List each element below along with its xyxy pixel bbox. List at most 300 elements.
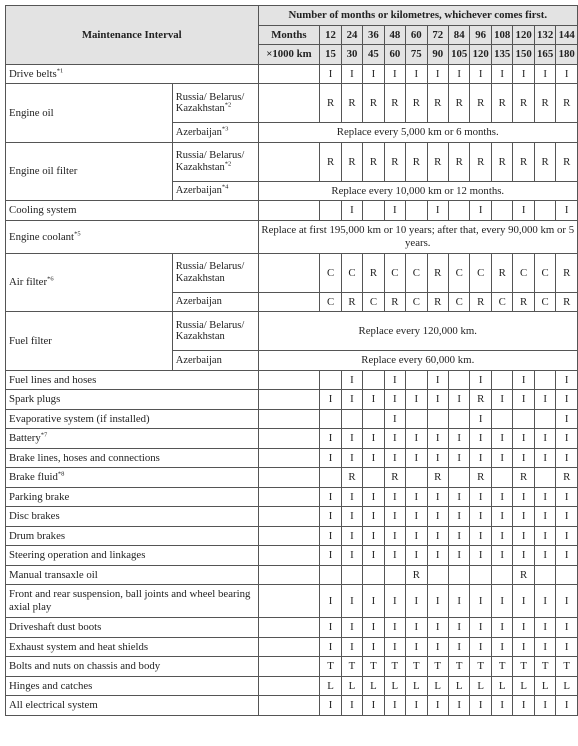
interval-cell: I xyxy=(470,201,491,221)
maintenance-table xyxy=(5,5,578,716)
interval-cell: R xyxy=(320,84,341,123)
item-all-electrical-system-text: All electrical system xyxy=(9,699,98,712)
interval-cell: I xyxy=(427,526,448,546)
months-24: 24 xyxy=(341,25,362,45)
interval-cell: I xyxy=(448,64,469,84)
interval-cell: I xyxy=(491,585,512,618)
interval-cell: T xyxy=(513,657,534,677)
interval-cell: I xyxy=(491,390,512,410)
interval-cell: I xyxy=(406,64,427,84)
blank-cell xyxy=(258,64,320,84)
blank-cell xyxy=(258,526,320,546)
region-label-text: Russia/ Belarus/ Kazakhstan xyxy=(175,91,245,114)
blank-cell xyxy=(258,429,320,449)
blank-cell xyxy=(258,253,320,292)
interval-cell: I xyxy=(427,64,448,84)
item-fuel-filter-text: Fuel filter xyxy=(9,334,52,347)
interval-cell: R xyxy=(384,292,405,312)
interval-cell: R xyxy=(341,468,362,488)
item-bolts-and-nuts-on-chassis-and-body-text: Bolts and nuts on chassis and body xyxy=(9,660,161,673)
interval-cell: I xyxy=(491,64,512,84)
interval-cell: C xyxy=(320,292,341,312)
interval-cell: I xyxy=(534,546,555,566)
interval-cell: I xyxy=(406,507,427,527)
interval-cell: I xyxy=(556,546,578,566)
schedule-note: Replace every 120,000 km. xyxy=(258,312,577,351)
interval-cell xyxy=(320,409,341,429)
interval-cell: I xyxy=(384,201,405,221)
months-96: 96 xyxy=(470,25,491,45)
interval-cell: I xyxy=(406,487,427,507)
interval-cell: I xyxy=(384,409,405,429)
region-label xyxy=(172,123,258,143)
interval-cell: I xyxy=(534,507,555,527)
table-row xyxy=(6,370,578,390)
interval-cell xyxy=(448,468,469,488)
interval-cell: I xyxy=(513,618,534,638)
interval-cell: I xyxy=(320,618,341,638)
interval-cell: I xyxy=(556,448,578,468)
item-engine-oil xyxy=(6,84,173,143)
maintenance-table-body xyxy=(6,6,578,716)
interval-cell: L xyxy=(341,676,362,696)
blank-cell xyxy=(258,390,320,410)
blank-cell xyxy=(258,585,320,618)
table-row xyxy=(6,429,578,449)
interval-cell: I xyxy=(363,696,384,716)
blank-cell xyxy=(258,201,320,221)
interval-cell xyxy=(534,565,555,585)
interval-cell: R xyxy=(427,253,448,292)
interval-cell: R xyxy=(556,84,578,123)
interval-cell xyxy=(448,201,469,221)
table-row xyxy=(6,84,578,123)
blank-cell xyxy=(258,507,320,527)
interval-cell: R xyxy=(384,84,405,123)
interval-cell xyxy=(513,409,534,429)
km-90: 90 xyxy=(427,45,448,65)
km-label: ×1000 km xyxy=(258,45,320,65)
interval-cell: L xyxy=(448,676,469,696)
table-row xyxy=(6,487,578,507)
region-label xyxy=(172,292,258,312)
interval-cell: L xyxy=(363,676,384,696)
months-60: 60 xyxy=(406,25,427,45)
item-parking-brake xyxy=(6,487,259,507)
schedule-note: Replace every 10,000 km or 12 months. xyxy=(258,181,577,201)
km-120: 120 xyxy=(470,45,491,65)
interval-cell: I xyxy=(534,64,555,84)
item-spark-plugs xyxy=(6,390,259,410)
interval-cell: R xyxy=(470,292,491,312)
interval-cell: R xyxy=(556,253,578,292)
interval-cell xyxy=(363,409,384,429)
interval-cell xyxy=(341,409,362,429)
blank-cell xyxy=(258,696,320,716)
interval-cell: I xyxy=(320,507,341,527)
table-row xyxy=(6,142,578,181)
km-105: 105 xyxy=(448,45,469,65)
item-fuel-lines-and-hoses xyxy=(6,370,259,390)
schedule-note: Replace at first 195,000 km or 10 years; after that, every 90,000 km or 5 years. xyxy=(258,220,577,253)
blank-cell xyxy=(258,370,320,390)
item-evaporative-system-if-installed xyxy=(6,409,259,429)
item-drum-brakes xyxy=(6,526,259,546)
region-label xyxy=(172,142,258,181)
interval-cell: R xyxy=(363,253,384,292)
interval-cell: C xyxy=(320,253,341,292)
item-drive-belts-text: Drive belts xyxy=(9,67,57,80)
table-row xyxy=(6,565,578,585)
interval-cell: I xyxy=(320,64,341,84)
months-132: 132 xyxy=(534,25,555,45)
interval-cell: I xyxy=(448,526,469,546)
interval-cell xyxy=(534,468,555,488)
interval-cell xyxy=(448,409,469,429)
region-label-text: Azerbaijan xyxy=(175,354,222,366)
interval-cell: I xyxy=(513,546,534,566)
interval-cell: I xyxy=(363,390,384,410)
table-row xyxy=(6,253,578,292)
interval-cell xyxy=(363,201,384,221)
blank-cell xyxy=(258,565,320,585)
item-steering-operation-and-linkages-text: Steering operation and linkages xyxy=(9,549,146,562)
interval-cell: I xyxy=(448,637,469,657)
interval-cell: I xyxy=(470,409,491,429)
interval-cell: I xyxy=(534,637,555,657)
item-engine-oil-filter xyxy=(6,142,173,201)
item-cooling-system xyxy=(6,201,259,221)
item-front-and-rear-suspension-ball-joints-and-wheel-bearing-axial-play xyxy=(6,585,259,618)
interval-cell: C xyxy=(363,292,384,312)
interval-cell: L xyxy=(513,676,534,696)
interval-cell: R xyxy=(363,142,384,181)
interval-cell: I xyxy=(556,429,578,449)
blank-cell xyxy=(258,618,320,638)
footnote-mark: *3 xyxy=(221,125,229,132)
table-row xyxy=(6,201,578,221)
interval-cell: R xyxy=(513,142,534,181)
interval-cell xyxy=(556,565,578,585)
interval-cell: I xyxy=(556,370,578,390)
interval-cell: I xyxy=(341,546,362,566)
months-108: 108 xyxy=(491,25,512,45)
interval-cell: I xyxy=(513,390,534,410)
interval-cell: R xyxy=(341,292,362,312)
interval-cell: I xyxy=(427,585,448,618)
interval-cell: R xyxy=(470,142,491,181)
interval-cell: R xyxy=(341,142,362,181)
interval-cell: R xyxy=(534,84,555,123)
interval-cell: C xyxy=(534,292,555,312)
km-60: 60 xyxy=(384,45,405,65)
table-row xyxy=(6,696,578,716)
interval-cell xyxy=(491,201,512,221)
interval-cell: I xyxy=(384,487,405,507)
interval-cell: I xyxy=(556,618,578,638)
interval-cell: I xyxy=(556,585,578,618)
table-row xyxy=(6,64,578,84)
interval-cell: I xyxy=(491,696,512,716)
interval-cell: I xyxy=(427,546,448,566)
interval-cell xyxy=(427,409,448,429)
interval-cell: I xyxy=(320,429,341,449)
interval-cell: I xyxy=(427,370,448,390)
interval-cell: T xyxy=(427,657,448,677)
interval-cell: I xyxy=(406,429,427,449)
interval-cell: I xyxy=(513,487,534,507)
item-brake-lines-hoses-and-connections-text: Brake lines, hoses and connections xyxy=(9,451,160,464)
interval-cell: I xyxy=(556,201,578,221)
interval-cell: I xyxy=(470,526,491,546)
footnote-mark: *2 xyxy=(224,101,232,109)
interval-cell: C xyxy=(341,253,362,292)
interval-cell: I xyxy=(427,429,448,449)
interval-cell: R xyxy=(470,390,491,410)
blank-cell xyxy=(258,657,320,677)
interval-cell: I xyxy=(406,526,427,546)
interval-cell: I xyxy=(448,429,469,449)
interval-cell: I xyxy=(556,64,578,84)
interval-cell: I xyxy=(470,64,491,84)
km-165: 165 xyxy=(534,45,555,65)
interval-cell: I xyxy=(556,487,578,507)
interval-cell: I xyxy=(320,390,341,410)
interval-cell: I xyxy=(363,507,384,527)
interval-cell: R xyxy=(448,142,469,181)
interval-cell: I xyxy=(406,696,427,716)
interval-cell xyxy=(320,468,341,488)
interval-cell: C xyxy=(406,253,427,292)
interval-cell: R xyxy=(406,84,427,123)
interval-cell: L xyxy=(491,676,512,696)
item-fuel-lines-and-hoses-text: Fuel lines and hoses xyxy=(9,373,97,386)
interval-cell: I xyxy=(341,507,362,527)
region-label-text: Russia/ Belarus/ Kazakhstan xyxy=(175,261,245,284)
interval-cell: I xyxy=(427,448,448,468)
interval-cell: R xyxy=(513,565,534,585)
item-exhaust-system-and-heat-shields-text: Exhaust system and heat shields xyxy=(9,640,149,653)
region-label-text: Russia/ Belarus/ Kazakhstan xyxy=(175,150,245,173)
interval-cell: I xyxy=(470,618,491,638)
table-row xyxy=(6,312,578,351)
interval-cell xyxy=(491,468,512,488)
interval-cell: I xyxy=(513,637,534,657)
item-evaporative-system-if-installed-text: Evaporative system (if installed) xyxy=(9,412,150,425)
footnote-mark: *6 xyxy=(47,275,54,283)
table-row xyxy=(6,618,578,638)
interval-cell: I xyxy=(341,370,362,390)
interval-cell: I xyxy=(491,526,512,546)
interval-cell: R xyxy=(427,84,448,123)
interval-cell: I xyxy=(513,64,534,84)
interval-cell: I xyxy=(363,448,384,468)
interval-cell: I xyxy=(534,696,555,716)
item-engine-coolant xyxy=(6,220,259,253)
interval-cell: I xyxy=(363,429,384,449)
interval-cell: R xyxy=(448,84,469,123)
item-brake-fluid-text: Brake fluid xyxy=(9,471,58,484)
interval-cell: R xyxy=(556,292,578,312)
item-manual-transaxle-oil-text: Manual transaxle oil xyxy=(9,568,98,581)
interval-cell: I xyxy=(448,696,469,716)
interval-cell: I xyxy=(448,487,469,507)
blank-cell xyxy=(258,142,320,181)
interval-cell: I xyxy=(363,546,384,566)
months-12: 12 xyxy=(320,25,341,45)
interval-cell xyxy=(406,370,427,390)
item-driveshaft-dust-boots xyxy=(6,618,259,638)
interval-cell: T xyxy=(491,657,512,677)
interval-cell: I xyxy=(556,696,578,716)
interval-cell: I xyxy=(448,507,469,527)
interval-cell: I xyxy=(341,201,362,221)
footnote-mark: *5 xyxy=(74,229,81,237)
interval-cell: I xyxy=(556,507,578,527)
interval-cell: I xyxy=(341,696,362,716)
interval-cell: I xyxy=(534,429,555,449)
interval-cell xyxy=(470,565,491,585)
interval-cell: T xyxy=(384,657,405,677)
km-150: 150 xyxy=(513,45,534,65)
interval-cell: I xyxy=(363,585,384,618)
interval-cell: I xyxy=(491,507,512,527)
interval-cell: I xyxy=(341,585,362,618)
interval-cell: I xyxy=(406,637,427,657)
interval-cell: R xyxy=(491,253,512,292)
interval-cell: R xyxy=(341,84,362,123)
table-row xyxy=(6,676,578,696)
interval-cell xyxy=(320,565,341,585)
item-spark-plugs-text: Spark plugs xyxy=(9,393,61,406)
interval-cell: R xyxy=(384,468,405,488)
blank-cell xyxy=(258,487,320,507)
interval-cell: L xyxy=(470,676,491,696)
interval-cell: R xyxy=(513,84,534,123)
interval-cell: I xyxy=(470,585,491,618)
interval-cell: C xyxy=(513,253,534,292)
item-brake-fluid xyxy=(6,468,259,488)
interval-cell xyxy=(341,565,362,585)
interval-cell: I xyxy=(341,487,362,507)
interval-cell: T xyxy=(470,657,491,677)
interval-cell: I xyxy=(320,585,341,618)
region-label xyxy=(172,312,258,351)
footnote-mark: *1 xyxy=(56,67,64,75)
interval-cell: I xyxy=(513,585,534,618)
item-battery-text: Battery xyxy=(9,432,41,445)
interval-cell: R xyxy=(406,142,427,181)
interval-cell: I xyxy=(384,507,405,527)
interval-cell: I xyxy=(427,618,448,638)
table-row xyxy=(6,390,578,410)
item-brake-lines-hoses-and-connections xyxy=(6,448,259,468)
interval-cell: I xyxy=(513,526,534,546)
table-row xyxy=(6,448,578,468)
item-bolts-and-nuts-on-chassis-and-body xyxy=(6,657,259,677)
interval-cell: T xyxy=(320,657,341,677)
interval-cell: C xyxy=(448,292,469,312)
interval-cell: L xyxy=(534,676,555,696)
months-84: 84 xyxy=(448,25,469,45)
item-drum-brakes-text: Drum brakes xyxy=(9,529,66,542)
interval-cell: I xyxy=(491,429,512,449)
km-135: 135 xyxy=(491,45,512,65)
interval-cell: I xyxy=(320,546,341,566)
region-label-text: Azerbaijan xyxy=(175,185,222,196)
interval-cell: I xyxy=(406,448,427,468)
interval-cell: I xyxy=(363,637,384,657)
interval-cell: I xyxy=(448,390,469,410)
interval-cell: C xyxy=(491,292,512,312)
interval-cell: I xyxy=(427,201,448,221)
region-label-text: Azerbaijan xyxy=(175,126,222,138)
region-label xyxy=(172,253,258,292)
item-cooling-system-text: Cooling system xyxy=(9,204,77,217)
blank-cell xyxy=(258,409,320,429)
interval-cell: R xyxy=(534,142,555,181)
interval-cell: I xyxy=(363,618,384,638)
interval-cell xyxy=(406,409,427,429)
interval-cell: R xyxy=(427,142,448,181)
interval-cell: I xyxy=(470,696,491,716)
interval-cell: I xyxy=(448,546,469,566)
interval-cell xyxy=(320,201,341,221)
table-row xyxy=(6,657,578,677)
blank-cell xyxy=(258,448,320,468)
interval-cell: I xyxy=(534,526,555,546)
interval-cell: R xyxy=(556,142,578,181)
interval-cell xyxy=(406,468,427,488)
interval-cell: R xyxy=(363,84,384,123)
region-label-text: Russia/ Belarus/ Kazakhstan xyxy=(175,319,245,342)
interval-cell: I xyxy=(341,448,362,468)
interval-cell: I xyxy=(320,448,341,468)
interval-cell: I xyxy=(470,487,491,507)
interval-cell: R xyxy=(513,292,534,312)
interval-cell: C xyxy=(470,253,491,292)
interval-cell xyxy=(363,468,384,488)
item-engine-coolant-text: Engine coolant xyxy=(9,230,75,243)
interval-cell xyxy=(406,201,427,221)
interval-cell: I xyxy=(470,637,491,657)
interval-cell: C xyxy=(406,292,427,312)
interval-cell: I xyxy=(384,429,405,449)
item-disc-brakes xyxy=(6,507,259,527)
interval-cell: I xyxy=(534,390,555,410)
interval-cell: I xyxy=(406,618,427,638)
months-48: 48 xyxy=(384,25,405,45)
interval-cell: I xyxy=(384,585,405,618)
km-45: 45 xyxy=(363,45,384,65)
interval-cell: I xyxy=(427,487,448,507)
item-hinges-and-catches-text: Hinges and catches xyxy=(9,679,93,692)
km-30: 30 xyxy=(341,45,362,65)
interval-cell: I xyxy=(341,618,362,638)
item-disc-brakes-text: Disc brakes xyxy=(9,510,60,523)
interval-cell xyxy=(448,370,469,390)
interval-cell: I xyxy=(427,696,448,716)
km-15: 15 xyxy=(320,45,341,65)
interval-cell: I xyxy=(363,526,384,546)
months-36: 36 xyxy=(363,25,384,45)
interval-cell: I xyxy=(341,526,362,546)
interval-cell: I xyxy=(534,618,555,638)
interval-cell: I xyxy=(384,546,405,566)
item-exhaust-system-and-heat-shields xyxy=(6,637,259,657)
interval-cell: I xyxy=(556,526,578,546)
interval-cell: L xyxy=(427,676,448,696)
